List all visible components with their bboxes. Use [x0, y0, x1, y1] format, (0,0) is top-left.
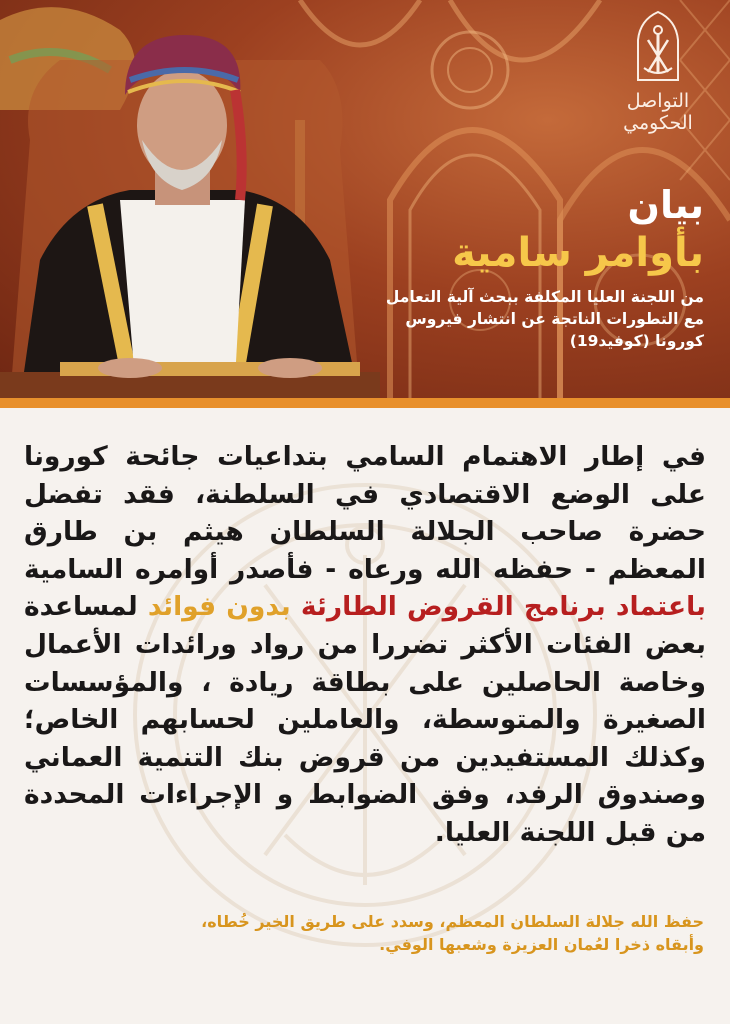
- subtitle-line-3: كورونا (كوفيد19): [569, 332, 704, 350]
- royal-orders-title: بأوامر سامية: [452, 230, 704, 276]
- header-text-block: [284, 182, 704, 352]
- subtitle-line-1: من اللجنة العليا المكلفة ببحث آلية التعامل: [385, 288, 704, 306]
- closing-prayer: [84, 910, 704, 956]
- highlight-emergency-loans: باعتماد برنامج القروض الطارئة: [300, 591, 707, 623]
- logo-text-line1: التواصل: [626, 90, 690, 112]
- closing-line-2: وأبقاه ذخرا لعُمان العزيزة وشعبها الوفي.: [379, 935, 704, 954]
- closing-line-1: حفظ الله جلالة السلطان المعظم، وسدد على طريق الخير خُطاه،: [201, 912, 704, 931]
- statement-title: بيان: [627, 183, 704, 227]
- subtitle-line-2: مع التطورات الناتجة عن انتشار فيروس: [405, 310, 704, 328]
- accent-divider: [0, 398, 730, 408]
- government-communication-logo: [598, 10, 718, 140]
- body-part-2: لمساعدة بعض الفئات الأكثر تضررا من رواد ورائدات الأعمال وخاصة الحاصلين على بطاقة ريادة ، والمؤسسات الصغيرة والمتوسطة، والعاملين لحسابهم الخاص؛ وكذلك المستفيدين من قروض بنك التنمية العماني وصندوق الرفد، وفق الضوابط و الإجراءات المحددة من قبل اللجنة العليا.: [24, 591, 706, 848]
- header-banner: [0, 0, 730, 400]
- committee-subtitle: [284, 286, 704, 352]
- oman-emblem-icon: [630, 10, 686, 84]
- announcement-body: [24, 438, 706, 852]
- highlight-interest-free: بدون فوائد: [147, 591, 291, 623]
- logo-text-line2: الحكومي: [623, 112, 693, 134]
- body-part-1: في إطار الاهتمام السامي بتداعيات جائحة كورونا على الوضع الاقتصادي في السلطنة، فقد تفضل حضرة صاحب الجلالة السلطان هيثم بن طارق المعظم - حفظه الله ورعاه - فأصدر أوامره السامية: [24, 441, 706, 585]
